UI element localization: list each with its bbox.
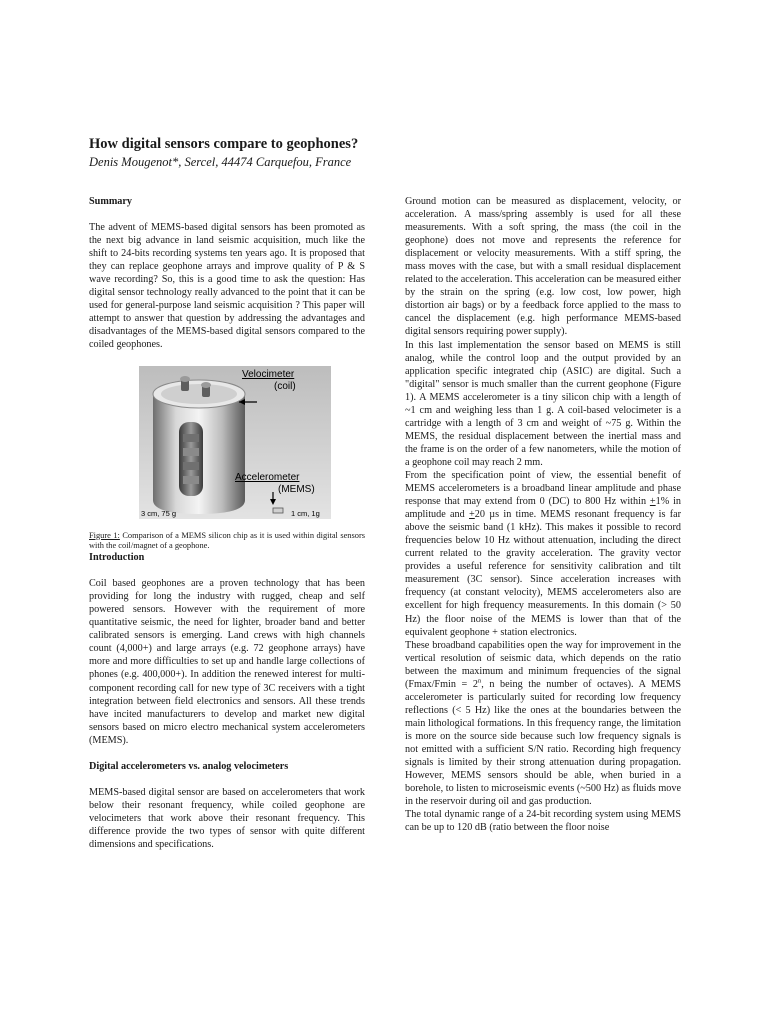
figure-1-photo <box>139 366 331 519</box>
paper-title: How digital sensors compare to geophones? <box>89 136 359 152</box>
digital-vs-analog-heading: Digital accelerometers vs. analog velocimeters <box>89 760 289 772</box>
right-column <box>405 195 681 834</box>
label-coil: (coil) <box>274 380 296 392</box>
label-scale-right: 1 cm, 1g <box>291 508 320 518</box>
plus-minus-sign: + <box>649 496 656 508</box>
summary-heading: Summary <box>89 196 133 207</box>
label-mems: (MEMS) <box>278 483 315 495</box>
figure-ref: Figure 1: <box>89 530 120 540</box>
spec-text-b: 1% in amplitude and <box>405 496 681 521</box>
introduction-heading: Introduction <box>89 552 145 564</box>
spec-text-c: 20 µs in time. MEMS resonant frequency is far above the seismic band (1 kHz). This makes it possible to record frequencies below 10 Hz without attenuation, including the direct current related to the gravity acceleration. The gravity vector provides a useful reference for sensitivity calibration and tilt measurement (3C sensor). Since acceleration increases with frequency (at constant velocity), MEMS accelerometers also are excellent for high frequency measurements. In this domain (> 50 Hz) the floor noise of the MEMS is lower than that of the equivalent geophone + station electronics. <box>405 509 682 638</box>
label-accelerometer: Accelerometer <box>235 471 300 483</box>
exponent-n: n <box>477 677 482 685</box>
introduction-text: Coil based geophones are a proven technology that has been providing for long the industry with rugged, cheap and self powered sensors. However with the requirement of more quantitative seismic, the need for lighter, broader band and better calibrated sensors is emerging. Land crews with high channels count (4,000+) and large arrays (e.g. 72 geophone arrays) have more and more difficulties to set up and handle large collections of phones (e.g. 400,000+). In addition the renewed interest for multi-component recording call for new type of 3C receivers with a tight integration between field electronics and sensors. All these trends have incited manufacturers to develop and market new digital sensors based on micro electro mechanical system accelerometers (MEMS). <box>89 578 365 746</box>
geophone-illustration <box>139 366 331 519</box>
label-velocimeter: Velocimeter <box>242 368 295 380</box>
plus-minus-sign: + <box>469 509 475 521</box>
paragraph-ground-motion: Ground motion can be measured as displacement, velocity, or acceleration. A mass/spring assembly is used for all these measurements. With a soft spring, the mass (the coil in the geophone) does not move and represents the reference for displacement or velocity measurements. With a stiff spring, the mass moves with the case, but with a small residual displacement related to the acceleration. This acceleration can be measured either by the strain on the spring (e.g. low cost, low power, high distortion air bags) or by a feedback force applied to the mass to cancel the displacement (e.g. high performance MEMS-based digital sensors requiring power supply). <box>405 196 681 338</box>
caption-text: Comparison of a MEMS silicon chip as it is used within digital sensors with the coil/magnet of a geophone. <box>89 530 365 550</box>
broadband-text-b: , n being the number of octaves). A MEMS accelerometer is particularly suited for recording low frequency reflections (< 5 Hz) like the ones at the boundaries between the main lithological formations. In this frequency range, the limitation is more on the source side because such low frequency signals is not emitted with a sufficient S/N ratio. Recording high frequency signals is limited by their strong attenuation during propagation. However, MEMS sensors should be able, when buried in a borehole, to listen to microseismic events (~500 Hz) as fluids move in the reservoir during oil and gas production. <box>405 678 681 808</box>
broadband-text-a: These broadband capabilities open the way for improvement in the vertical resolution of seismic data, which depends on the ratio between the maximum and minimum frequencies of the signal (Fmax/Fmin = 2 <box>405 639 681 690</box>
paragraph-broadband <box>405 639 681 809</box>
label-scale-left: 3 cm, 75 g <box>141 508 177 518</box>
left-column <box>89 195 365 851</box>
paragraph-mems-implementation: In this last implementation the sensor based on MEMS is still analog, while the control loop and the output provided by an application specific integrated chip (ASIC) are digital. Such a "digital" sensor is much smaller than the current geophone (Figure 1). A MEMS accelerometer is a tiny silicon chip with a length of ~1 cm and weighing less than 1 g. A coil-based velocimeter is a cartridge with a length of 3 cm and weight of ~75 g. Within the MEMS, the residual displacement between the inertial mass and the frame is on the order of a few nanometers, while the motion of a geophone coil may reach 2 mm. <box>405 339 681 468</box>
digital-vs-analog-text: MEMS-based digital sensor are based on accelerometers that work below their resonant frequency, while coiled geophone are velocimeters that work above their resonant frequency. This difference provide the two types of sensor with quite different dimensions and specifications. <box>89 786 365 850</box>
paragraph-dynamic-range: The total dynamic range of a 24-bit recording system using MEMS can be up to 120 dB (ratio between the floor noise <box>405 809 681 834</box>
paragraph-specification <box>405 469 681 639</box>
spec-text-a: From the specification point of view, the essential benefit of MEMS accelerometers is a broadband linear amplitude and phase response that may extend from 0 (DC) to 800 Hz within <box>405 469 681 508</box>
summary-text: The advent of MEMS-based digital sensors has been promoted as the next big advance in land seismic acquisition, much like the shift to 24-bits recording systems ten years ago. It is proposed that they can replace geophone arrays and improve quality of P & S wave recording? So, this is a good time to ask the question: Has digital sensor technology really advanced to the point that it can be used for general-purpose land seismic acquisition ? This paper will attempt to answer that question by addressing the advantages and disadvantages of the MEMS-based digital sensors compared to the coiled geophones. <box>89 222 365 351</box>
paper-authors: Denis Mougenot*, Sercel, 44474 Carquefou, France <box>89 155 352 169</box>
figure-1-caption <box>89 531 365 552</box>
